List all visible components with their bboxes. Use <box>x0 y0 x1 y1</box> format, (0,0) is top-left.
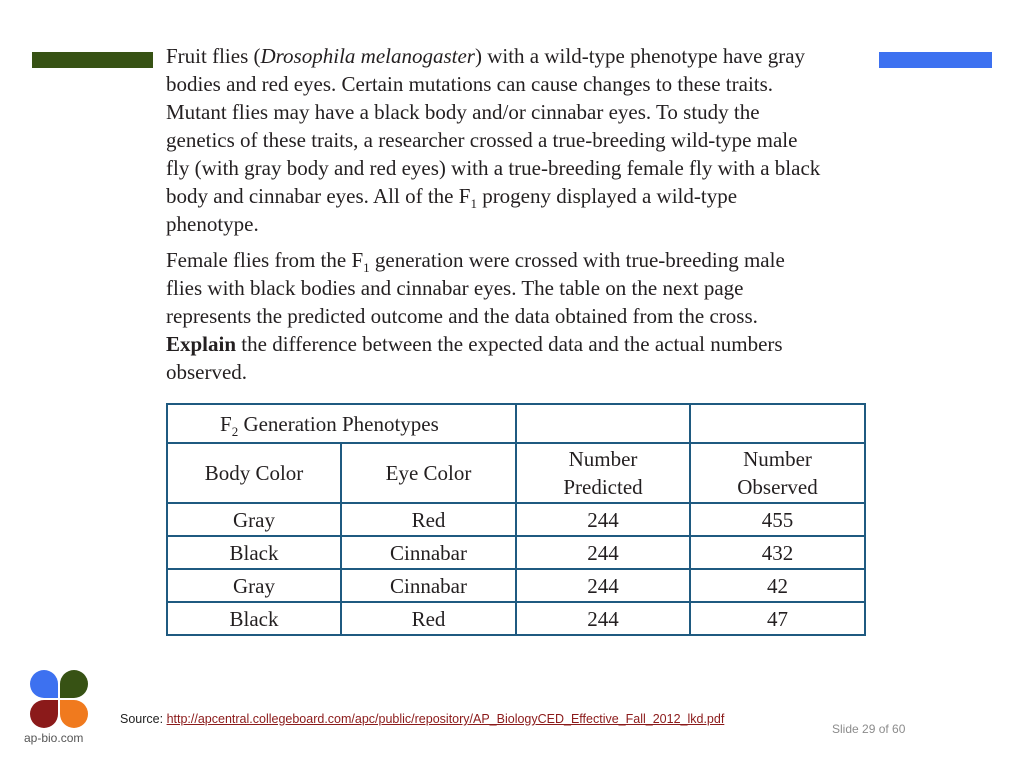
cell-predicted: 244 <box>516 503 690 536</box>
source-label: Source: <box>120 712 164 726</box>
paragraph-background <box>166 42 826 238</box>
cell-body-color: Black <box>167 602 341 635</box>
species-name: Drosophila melanogaster <box>260 44 475 68</box>
table-row <box>167 503 865 536</box>
header-number-observed: Number Observed <box>690 443 865 503</box>
p2-start: Female flies from the F <box>166 248 364 272</box>
logo-text: ap-bio.com <box>24 731 84 745</box>
cell-observed: 455 <box>690 503 865 536</box>
cell-body-color: Black <box>167 536 341 569</box>
table-row <box>167 569 865 602</box>
logo-leaf-green-icon <box>60 670 88 698</box>
source-link[interactable]: http://apcentral.collegeboard.com/apc/public/repository/AP_BiologyCED_Effective_Fall_2012_lkd.pdf <box>166 712 725 726</box>
p2-text: generation were crossed with true-breeding male flies with black bodies and cinnabar eyes. The table on the next page represents the predicted outcome and the data obtained from the cross. <box>166 248 785 328</box>
table-row <box>167 536 865 569</box>
explain-keyword: Explain <box>166 332 237 356</box>
f2-subscript: 2 <box>231 423 239 439</box>
cell-predicted: 244 <box>516 536 690 569</box>
empty-cell <box>516 404 690 443</box>
slide-number: Slide 29 of 60 <box>832 722 906 736</box>
paragraph-question <box>166 246 826 386</box>
p1-intro: Fruit flies ( <box>166 44 261 68</box>
logo-leaf-orange-icon <box>60 700 88 728</box>
f1-subscript: 1 <box>363 260 370 275</box>
ap-bio-logo <box>30 670 88 728</box>
cell-eye-color: Cinnabar <box>341 569 516 602</box>
cell-observed: 47 <box>690 602 865 635</box>
empty-cell <box>690 404 865 443</box>
cell-eye-color: Red <box>341 503 516 536</box>
cell-observed: 42 <box>690 569 865 602</box>
cell-body-color: Gray <box>167 503 341 536</box>
header-body-color: Body Color <box>167 443 341 503</box>
source-citation <box>120 712 724 726</box>
decorative-bar-left <box>32 52 153 68</box>
question-passage <box>166 42 826 386</box>
phenotype-table <box>166 403 866 636</box>
header-eye-color: Eye Color <box>341 443 516 503</box>
cell-eye-color: Cinnabar <box>341 536 516 569</box>
table-title-row <box>167 404 865 443</box>
p1-text: ) with a wild-type phenotype have gray bodies and red eyes. Certain mutations can cause changes to these traits. Mutant flies may have a black body and/or cinnabar eyes. To study the genetics of these traits, a researcher crossed a true-breeding wild-type male fly (with gray body and red eyes) with a true-breeding female fly with a black body and cinnabar eyes. All of the F <box>166 44 821 208</box>
cell-body-color: Gray <box>167 569 341 602</box>
p1-end: progeny displayed a wild-type phenotype. <box>166 184 738 236</box>
table-row <box>167 602 865 635</box>
decorative-bar-right <box>879 52 992 68</box>
cell-predicted: 244 <box>516 569 690 602</box>
cell-predicted: 244 <box>516 602 690 635</box>
logo-leaf-blue-icon <box>30 670 58 698</box>
f1-subscript: 1 <box>470 196 477 211</box>
table-header-row <box>167 443 865 503</box>
logo-leaf-red-icon <box>30 700 58 728</box>
header-number-predicted: Number Predicted <box>516 443 690 503</box>
cell-observed: 432 <box>690 536 865 569</box>
table-title: $F_2$ Generation Phenotypes <box>167 404 516 443</box>
cell-eye-color: Red <box>341 602 516 635</box>
p2-end: the difference between the expected data and the actual numbers observed. <box>166 332 783 384</box>
